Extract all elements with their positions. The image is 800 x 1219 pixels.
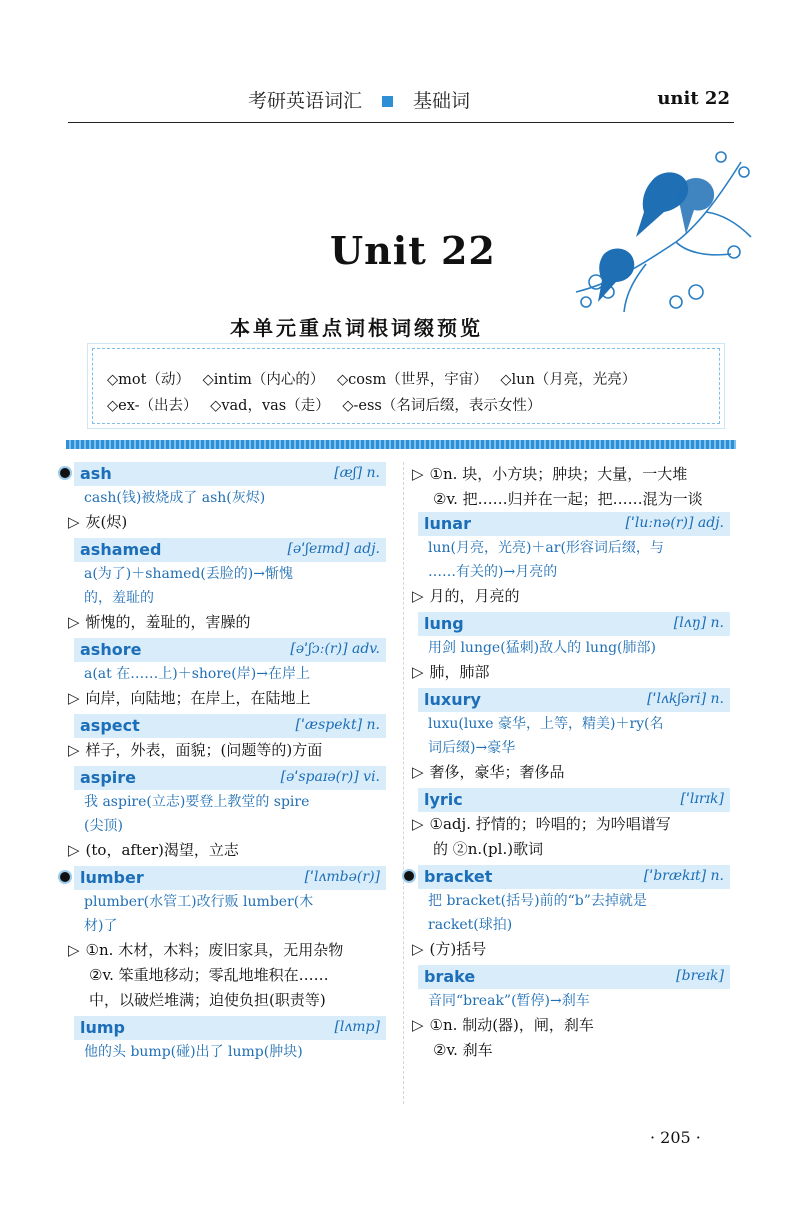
definition <box>412 760 730 785</box>
right-column <box>412 462 730 1066</box>
etymology-line: 词后缀)→豪华 <box>428 740 516 756</box>
vocab-entry <box>68 538 386 635</box>
triangle-icon: ▷ <box>68 941 80 959</box>
definition-line: ①n. 木材，木料；废旧家具，无用杂物 <box>85 941 344 959</box>
etymology-line: 音同“break”(暂停)→刹车 <box>428 993 590 1009</box>
definition-line: 灰(烬) <box>85 513 128 531</box>
headword: bracket <box>424 867 493 886</box>
vocab-entry <box>412 688 730 785</box>
headword: lumber <box>80 868 144 887</box>
vocab-entry <box>68 462 386 535</box>
etymology-line: luxu(luxe 豪华，上等，精美)＋ry(名 <box>428 716 664 732</box>
phonetic: [æʃ] n. <box>334 465 380 481</box>
phonetic: [ˈlɪrɪk] <box>680 791 724 807</box>
definition <box>412 937 730 962</box>
definition-line: ②v. 刹车 <box>433 1041 493 1059</box>
headword: luxury <box>424 690 481 709</box>
header-square-icon <box>382 96 393 107</box>
triangle-icon: ▷ <box>412 815 424 833</box>
phonetic: [ˈlʌmbə(r)] <box>304 869 380 885</box>
triangle-icon: ▷ <box>68 513 80 531</box>
word-header <box>74 766 386 790</box>
headword: lyric <box>424 790 463 809</box>
word-header <box>418 688 730 712</box>
definition <box>412 462 730 512</box>
vocab-entry <box>68 714 386 763</box>
etymology-line: 用剑 lunge(猛刺)敌人的 lung(肺部) <box>428 640 656 656</box>
word-header <box>418 788 730 812</box>
word-header <box>74 714 386 738</box>
definition-line: 样子，外表，面貌；(问题等的)方面 <box>85 741 323 759</box>
etymology-line: cash(钱)被烧成了 ash(灰烬) <box>84 490 266 506</box>
headword: ash <box>80 464 112 483</box>
phonetic: [əˈʃɔː(r)] adv. <box>290 641 380 657</box>
phonetic: [breɪk] <box>676 968 724 984</box>
phonetic: [əˈʃeɪmd] adj. <box>287 541 380 557</box>
definition-line: 中，以破烂堆满；迫使负担(职责等) <box>89 991 326 1009</box>
etymology-line: plumber(水管工)改行贩 lumber(木 <box>84 894 314 910</box>
definition <box>68 938 386 1013</box>
key-word-bullet-icon <box>60 468 70 478</box>
etymology-line: 我 aspire(立志)要登上教堂的 spire <box>84 794 310 810</box>
phonetic: [ˈlʌkʃəri] n. <box>647 691 724 707</box>
vocab-entry <box>68 638 386 711</box>
birds-on-branch-illustration <box>556 142 756 320</box>
vocab-entry <box>68 866 386 1013</box>
roots-preview-box <box>92 348 720 424</box>
vocab-entry <box>412 865 730 962</box>
header-section: 基础词 <box>413 90 471 112</box>
headword: aspect <box>80 716 140 735</box>
preview-subtitle: 本单元重点词根词缀预览 <box>230 316 483 340</box>
unit-title: Unit 22 <box>330 228 496 273</box>
root-item: ◇mot（动） <box>107 372 190 388</box>
word-header <box>418 512 730 536</box>
vocab-entry <box>68 1016 386 1064</box>
definition-line: 惭愧的，羞耻的，害臊的 <box>85 613 251 631</box>
definition <box>412 584 730 609</box>
phonetic: [lʌŋ] n. <box>673 615 724 631</box>
etymology-line: lun(月亮，光亮)＋ar(形容词后缀，与 <box>428 540 664 556</box>
etymology-line: racket(球拍) <box>428 917 513 933</box>
definition <box>412 1013 730 1063</box>
headword: ashore <box>80 640 142 659</box>
page-header <box>68 82 734 123</box>
triangle-icon: ▷ <box>412 465 424 483</box>
roots-row-1 <box>107 368 644 389</box>
vocab-entry <box>412 612 730 685</box>
root-item: ◇cosm（世界，宇宙） <box>337 372 488 388</box>
root-item: ◇vad，vas（走） <box>210 398 330 414</box>
word-header <box>74 638 386 662</box>
root-item: ◇lun（月亮，光亮） <box>500 372 637 388</box>
word-header <box>74 866 386 890</box>
definition <box>412 660 730 685</box>
etymology-line: 材)了 <box>84 918 118 934</box>
key-word-bullet-icon <box>404 871 414 881</box>
vocab-entry <box>412 965 730 1063</box>
etymology-line: 他的头 bump(碰)出了 lump(肿块) <box>84 1044 303 1060</box>
definition <box>68 838 386 863</box>
headword: aspire <box>80 768 136 787</box>
header-title <box>248 86 470 113</box>
triangle-icon: ▷ <box>412 940 424 958</box>
headword: brake <box>424 967 476 986</box>
definition-line: ②v. 笨重地移动；零乱地堆积在…… <box>89 966 329 984</box>
root-item: ◇ex-（出去） <box>107 398 198 414</box>
triangle-icon: ▷ <box>412 1016 424 1034</box>
definition-line: ①n. 制动(器)，闸，刹车 <box>429 1016 594 1034</box>
vocab-entry <box>68 766 386 863</box>
definition-line: (方)括号 <box>429 940 487 958</box>
triangle-icon: ▷ <box>68 689 80 707</box>
definition-line: ①adj. 抒情的；吟唱的；为吟唱谱写 <box>429 815 671 833</box>
vocab-entry <box>412 788 730 862</box>
definition <box>68 738 386 763</box>
phonetic: [lʌmp] <box>334 1019 380 1035</box>
header-unit-number: unit 22 <box>657 88 730 109</box>
etymology-line: a(at 在……上)＋shore(岸)→在岸上 <box>84 666 310 682</box>
definition-line: ①n. 块，小方块；肿块；大量，一大堆 <box>429 465 688 483</box>
definition-line: 奢侈，豪华；奢侈品 <box>429 763 565 781</box>
definition-line: (to，after)渴望，立志 <box>85 841 239 859</box>
phonetic: [ˈluːnə(r)] adj. <box>625 515 724 531</box>
root-item: ◇intim（内心的） <box>202 372 325 388</box>
definition <box>68 686 386 711</box>
word-header <box>418 865 730 889</box>
definition-line: 肺，肺部 <box>429 663 490 681</box>
word-header <box>418 965 730 989</box>
word-header <box>74 462 386 486</box>
section-divider-band <box>66 440 736 449</box>
headword: lump <box>80 1018 125 1037</box>
etymology-line: a(为了)＋shamed(丢脸的)→惭愧 <box>84 566 293 582</box>
etymology-line: ……有关的)→月亮的 <box>428 564 558 580</box>
etymology-line: (尖顶) <box>84 818 123 834</box>
definition-line: 月的，月亮的 <box>429 587 520 605</box>
definition-line: ②v. 把……归并在一起；把……混为一谈 <box>433 490 703 508</box>
phonetic: [ˈbrækɪt] n. <box>643 868 724 884</box>
key-word-bullet-icon <box>60 872 70 882</box>
definition-line: 的 ②n.(pl.)歌词 <box>433 840 544 858</box>
triangle-icon: ▷ <box>68 613 80 631</box>
column-separator <box>403 462 404 1104</box>
headword: lunar <box>424 514 471 533</box>
headword: ashamed <box>80 540 162 559</box>
page-number: · 205 · <box>650 1128 701 1147</box>
definition <box>412 812 730 862</box>
definition <box>68 510 386 535</box>
word-header <box>74 1016 386 1040</box>
triangle-icon: ▷ <box>68 841 80 859</box>
triangle-icon: ▷ <box>412 763 424 781</box>
definition-line: 向岸，向陆地；在岸上，在陆地上 <box>85 689 311 707</box>
definition <box>68 610 386 635</box>
vocab-entry <box>412 512 730 609</box>
word-header <box>74 538 386 562</box>
phonetic: [əˈspaɪə(r)] vi. <box>280 769 380 785</box>
header-book-title: 考研英语词汇 <box>248 90 363 112</box>
root-item: ◇-ess（名词后缀，表示女性） <box>342 398 542 414</box>
phonetic: [ˈæspekt] n. <box>295 717 380 733</box>
word-header <box>418 612 730 636</box>
triangle-icon: ▷ <box>68 741 80 759</box>
triangle-icon: ▷ <box>412 663 424 681</box>
headword: lung <box>424 614 464 633</box>
roots-row-2 <box>107 394 549 415</box>
left-column <box>68 462 386 1067</box>
etymology-line: 把 bracket(括号)前的“b”去掉就是 <box>428 893 647 909</box>
etymology-line: 的，羞耻的 <box>84 590 154 606</box>
triangle-icon: ▷ <box>412 587 424 605</box>
